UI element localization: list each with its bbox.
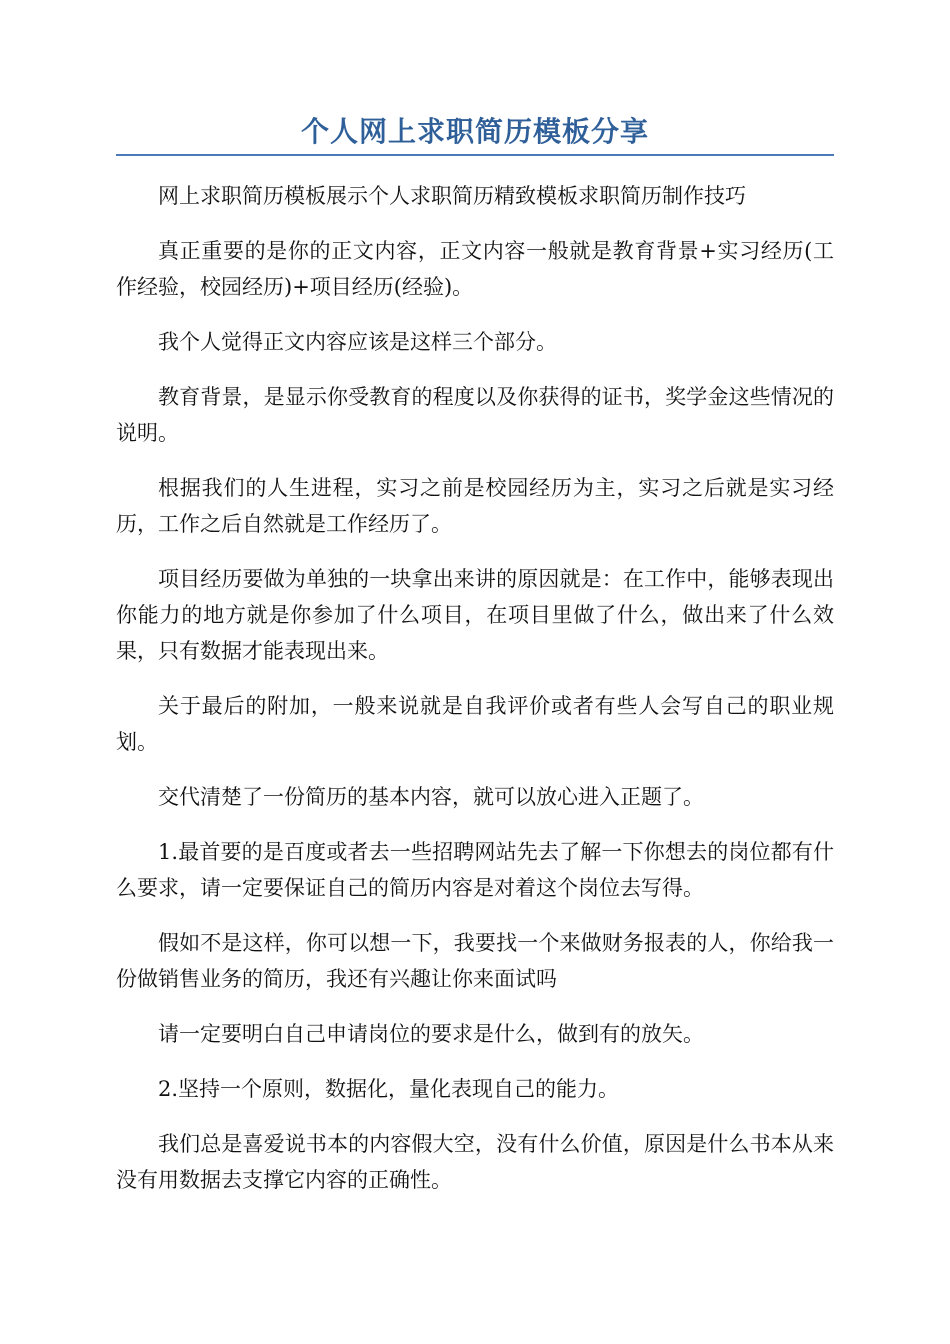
document-body (116, 178, 834, 1198)
paragraph: 我个人觉得正文内容应该是这样三个部分。 (158, 330, 557, 354)
paragraph: 2.坚持一个原则，数据化，量化表现自己的能力。 (158, 1077, 620, 1101)
paragraph: 我们总是喜爱说书本的内容假大空，没有什么价值，原因是什么书本从来没有用数据去支撑它内容的正确性。 (116, 1132, 834, 1192)
document-page (116, 112, 834, 1217)
paragraph: 根据我们的人生进程，实习之前是校园经历为主，实习之后就是实习经历，工作之后自然就是工作经历了。 (116, 476, 834, 536)
paragraph: 交代清楚了一份简历的基本内容，就可以放心进入正题了。 (158, 785, 704, 809)
paragraph: 请一定要明白自己申请岗位的要求是什么，做到有的放矢。 (158, 1022, 704, 1046)
paragraph: 项目经历要做为单独的一块拿出来讲的原因就是：在工作中，能够表现出你能力的地方就是你参加了什么项目，在项目里做了什么，做出来了什么效果，只有数据才能表现出来。 (116, 567, 834, 663)
paragraph: 关于最后的附加，一般来说就是自我评价或者有些人会写自己的职业规划。 (116, 694, 834, 754)
paragraph: 假如不是这样，你可以想一下，我要找一个来做财务报表的人，你给我一份做销售业务的简历，我还有兴趣让你来面试吗 (116, 931, 834, 991)
paragraph: 网上求职简历模板展示个人求职简历精致模板求职简历制作技巧 (158, 184, 746, 208)
paragraph: 1.最首要的是百度或者去一些招聘网站先去了解一下你想去的岗位都有什么要求，请一定要保证自己的简历内容是对着这个岗位去写得。 (116, 840, 834, 900)
paragraph: 真正重要的是你的正文内容，正文内容一般就是教育背景+实习经历(工作经验，校园经历)+项目经历(经验)。 (116, 239, 834, 299)
paragraph: 教育背景，是显示你受教育的程度以及你获得的证书，奖学金这些情况的说明。 (116, 385, 834, 445)
document-title: 个人网上求职简历模板分享 (116, 112, 834, 156)
